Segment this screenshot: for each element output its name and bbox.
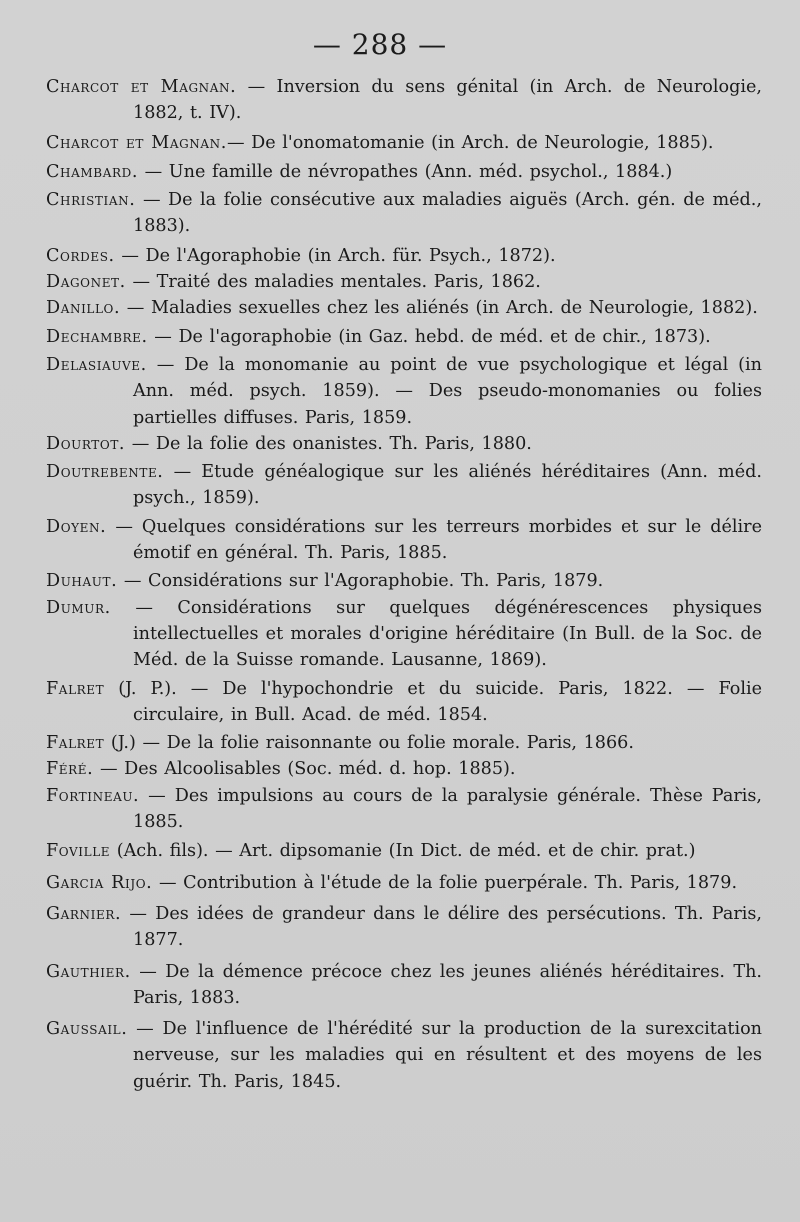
entry-author: Dagonet. (46, 272, 126, 293)
bibliography-entry (46, 783, 762, 836)
entry-text: (J. P.). — De l'hypochondrie et du suicide. Paris, 1822. — Folie circulaire, in Bull. Acad. de méd. 1854. (104, 678, 762, 725)
entry-text: — Des idées de grandeur dans le délire des persécutions. Th. Paris, 1877. (121, 903, 762, 951)
entry-author: Charcot et Magnan. (46, 77, 237, 97)
entry-author: Doyen. (46, 516, 107, 537)
entry-text: — De l'agoraphobie (in Gaz. hebd. de méd. et de chir., 1873). (147, 326, 711, 347)
entry-text: — De la monomanie au point de vue psychologique et légal (in Ann. méd. psych. 1859). — Des pseudo-monomanies ou folies partielles diffuses. Paris, 1859. (133, 354, 762, 428)
entry-author: Falret (46, 733, 105, 754)
bibliography-entry (46, 838, 762, 864)
entry-text: — De la démence précoce chez les jeunes aliénés héréditaires. Th. Paris, 1883. (130, 961, 762, 1008)
entry-text: (J.) — De la folie raisonnante ou folie morale. Paris, 1866. (104, 733, 634, 754)
bibliography-entry (46, 901, 762, 954)
entry-text: — Etude généalogique sur les aliénés héréditaires (Ann. méd. psych., 1859). (133, 462, 762, 509)
entry-author: Falret (46, 678, 105, 699)
entry-author: Dumur. (46, 597, 111, 618)
entry-author: Féré. (46, 759, 94, 780)
bibliography-entry (46, 269, 762, 295)
bibliography-entry (46, 595, 762, 674)
entry-author: Foville (46, 841, 111, 862)
bibliography-entry (46, 959, 762, 1012)
bibliography-list (46, 74, 762, 1095)
bibliography-entry (46, 514, 762, 567)
entry-text: — Des impulsions au cours de la paralysie générale. Thèse Paris, 1885. (133, 785, 762, 833)
entry-author: Dourtot. (46, 433, 126, 454)
entry-text: — Traité des maladies mentales. Paris, 1862. (125, 272, 541, 293)
entry-text: — De l'onomatomanie (in Arch. de Neurologie, 1885). (226, 132, 714, 153)
entry-author: Garnier. (46, 903, 122, 924)
bibliography-entry (46, 730, 762, 756)
bibliography-entry (46, 187, 762, 240)
entry-text: — Contribution à l'étude de la folie puerpérale. Th. Paris, 1879. (152, 872, 738, 893)
bibliography-entry (46, 870, 762, 896)
entry-author: Charcot et Magnan. (46, 132, 227, 153)
bibliography-entry (46, 74, 762, 127)
entry-author: Garcia Rijo. (46, 872, 153, 893)
entry-author: Gaussail. (46, 1019, 128, 1040)
entry-text: — Considérations sur quelques dégénérescences physiques intellectuelles et morales d'origine héréditaire (In Bull. de la Soc. de Méd. de la Suisse romande. Lausanne, 1869). (110, 597, 762, 671)
bibliography-entry (46, 459, 762, 512)
entry-text: (Ach. fils). — Art. dipsomanie (In Dict. de méd. et de chir. prat.) (110, 841, 696, 862)
entry-author: Dechambre. (46, 326, 148, 347)
entry-author: Danillo. (46, 298, 121, 319)
entry-text: — Des Alcoolisables (Soc. méd. d. hop. 1885). (93, 759, 516, 780)
entry-text: — Quelques considérations sur les terreurs morbides et sur le délire émotif en général. Th. Paris, 1885. (106, 516, 762, 564)
entry-text: — Considérations sur l'Agoraphobie. Th. Paris, 1879. (117, 571, 604, 592)
entry-text: — De l'Agoraphobie (in Arch. für. Psych., 1872). (114, 245, 556, 266)
entry-author: Fortineau. (46, 785, 140, 806)
bibliography-entry (46, 676, 762, 729)
entry-author: Duhaut. (46, 571, 118, 592)
bibliography-entry (46, 1016, 762, 1095)
bibliography-entry (46, 756, 762, 782)
entry-author: Christian. (46, 190, 136, 211)
entry-text: — Une famille de névropathes (Ann. méd. psychol., 1884.) (138, 161, 673, 182)
entry-author: Chambard. (46, 161, 139, 182)
bibliography-entry (46, 431, 762, 457)
entry-text: — De la folie consécutive aux maladies aiguës (Arch. gén. de méd., 1883). (133, 190, 762, 237)
bibliography-entry (46, 159, 762, 185)
entry-author: Delasiauve. (46, 354, 147, 375)
bibliography-entry (46, 130, 762, 156)
entry-author: Cordes. (46, 245, 115, 266)
entry-text: — De la folie des onanistes. Th. Paris, 1880. (125, 433, 532, 454)
bibliography-entry (46, 295, 762, 321)
entry-text: — De l'influence de l'hérédité sur la production de la surexcitation nerveuse, sur les maladies qui en résultent et des moyens de les guérir. Th. Paris, 1845. (127, 1019, 762, 1092)
entry-author: Gauthier. (46, 961, 131, 982)
bibliography-entry (46, 352, 762, 431)
entry-text: — Maladies sexuelles chez les aliénés (in Arch. de Neurologie, 1882). (120, 298, 758, 319)
bibliography-entry (46, 243, 762, 269)
bibliography-entry (46, 568, 762, 594)
entry-author: Doutrebente. (46, 462, 164, 483)
bibliography-entry (46, 324, 762, 350)
page-number: — 288 — (312, 28, 448, 61)
entry-text: — Inversion du sens génital (in Arch. de Neurologie, 1882, t. IV). (133, 77, 762, 124)
